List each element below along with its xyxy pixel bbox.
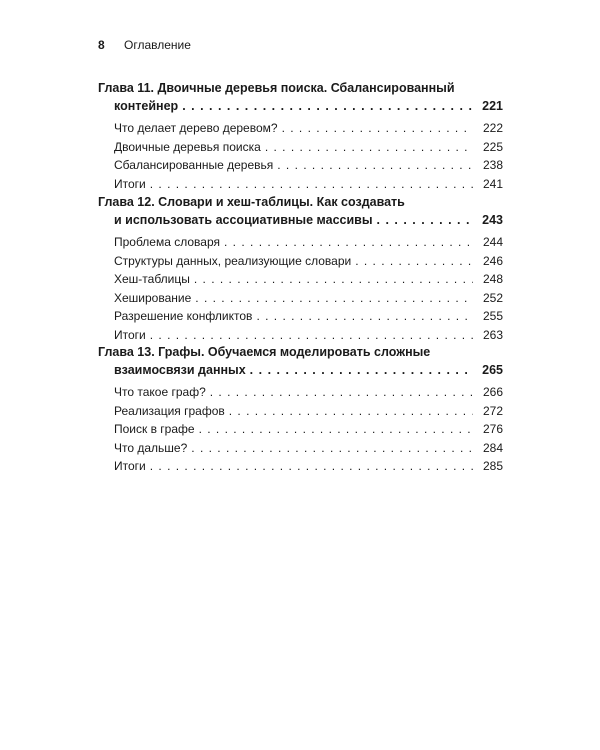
toc-chapter-12 (98, 193, 503, 344)
leader-dots (182, 97, 473, 115)
leader-dots (210, 383, 473, 402)
entry-page: 285 (482, 459, 503, 473)
entry-page: 276 (482, 422, 503, 436)
entry-title: Что такое граф? (114, 385, 206, 399)
toc-chapter-11 (98, 79, 503, 193)
toc-entry (114, 402, 503, 421)
chapter-page: 265 (482, 363, 503, 377)
entry-title: Хеш-таблицы (114, 272, 190, 286)
leader-dots (377, 211, 473, 229)
entry-page: 263 (482, 327, 503, 342)
chapter-heading (98, 79, 503, 115)
entry-title: Разрешение конфликтов (114, 309, 253, 323)
entry-page: 238 (482, 158, 503, 172)
chapter-title-line1: Глава 11. Двоичные деревья поиска. Сбалансированный (98, 81, 455, 95)
section-list (98, 119, 503, 193)
entry-title: Двоичные деревья поиска (114, 139, 261, 154)
toc-entry (114, 119, 503, 138)
chapter-heading (98, 343, 503, 379)
entry-page: 225 (482, 139, 503, 154)
leader-dots (224, 233, 473, 252)
entry-page: 284 (482, 440, 503, 455)
chapter-title-line2: взаимосвязи данных (114, 363, 246, 377)
section-list (98, 233, 503, 344)
entry-title: Итоги (114, 327, 146, 342)
chapter-page: 243 (482, 213, 503, 227)
toc-entry (114, 420, 503, 439)
toc-entry (114, 175, 503, 194)
entry-title: Итоги (114, 459, 146, 473)
leader-dots (282, 119, 473, 138)
header-title: Оглавление (124, 38, 191, 52)
leader-dots (191, 439, 473, 458)
chapter-heading (98, 193, 503, 229)
toc-entry (114, 307, 503, 326)
leader-dots (150, 326, 473, 345)
entry-title: Что делает дерево деревом? (114, 121, 278, 135)
leader-dots (150, 457, 473, 476)
leader-dots (194, 270, 473, 289)
entry-page: 244 (482, 235, 503, 249)
entry-page: 248 (482, 272, 503, 286)
toc-entry (114, 138, 503, 157)
entry-page: 222 (482, 121, 503, 135)
entry-title: Итоги (114, 176, 146, 191)
toc-entry (114, 383, 503, 402)
chapter-page: 221 (482, 99, 503, 113)
running-head (98, 38, 191, 52)
toc-entry (114, 156, 503, 175)
entry-title: Сбалансированные деревья (114, 158, 274, 172)
entry-title: Проблема словаря (114, 235, 221, 249)
leader-dots (250, 361, 473, 379)
leader-dots (150, 175, 473, 194)
chapter-title-line2: и использовать ассоциативные массивы (114, 213, 373, 227)
leader-dots (265, 138, 473, 157)
entry-page: 255 (482, 309, 503, 323)
toc-entry (114, 252, 503, 271)
toc-entry (114, 439, 503, 458)
toc-entry (114, 270, 503, 289)
toc-entry (114, 289, 503, 308)
leader-dots (277, 156, 473, 175)
leader-dots (355, 252, 473, 271)
toc-entry (114, 233, 503, 252)
section-list (98, 383, 503, 476)
toc-entry (114, 457, 503, 476)
entry-page: 246 (482, 253, 503, 268)
entry-page: 241 (482, 176, 503, 191)
entry-page: 252 (482, 290, 503, 305)
chapter-title-line1: Глава 13. Графы. Обучаемся моделировать сложные (98, 345, 431, 359)
leader-dots (256, 307, 473, 326)
entry-title: Реализация графов (114, 403, 225, 418)
chapter-title-row (98, 211, 503, 229)
chapter-title-line2: контейнер (114, 99, 179, 113)
entry-page: 272 (482, 403, 503, 418)
header-page-number: 8 (98, 38, 105, 52)
leader-dots (199, 420, 473, 439)
leader-dots (195, 289, 473, 308)
entry-title: Что дальше? (114, 440, 188, 455)
toc-entry (114, 326, 503, 345)
toc-chapter-13 (98, 343, 503, 476)
chapter-title-row (98, 361, 503, 379)
entry-title: Структуры данных, реализующие словари (114, 253, 352, 268)
chapter-title-line1: Глава 12. Словари и хеш-таблицы. Как создавать (98, 195, 405, 209)
chapter-title-row (98, 97, 503, 115)
leader-dots (229, 402, 473, 421)
entry-title: Поиск в графе (114, 422, 195, 436)
entry-page: 266 (482, 385, 503, 399)
entry-title: Хеширование (114, 290, 192, 305)
